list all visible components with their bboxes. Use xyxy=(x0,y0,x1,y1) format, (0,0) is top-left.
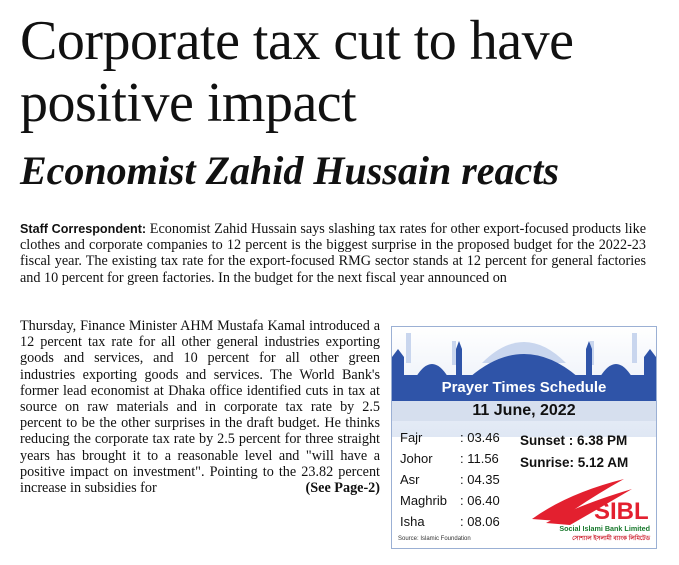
prayer-row xyxy=(400,469,518,490)
prayer-name: Isha xyxy=(400,514,425,529)
article-paragraph-left xyxy=(20,318,380,496)
prayer-row xyxy=(400,427,518,448)
see-page-link[interactable]: (See Page-2) xyxy=(305,480,380,497)
logo-text: SIBL xyxy=(594,498,649,525)
prayer-time: : 08.06 xyxy=(460,514,500,529)
prayer-name: Maghrib xyxy=(400,493,447,508)
prayer-time: : 03.46 xyxy=(460,430,500,445)
sunset-time: Sunset : 6.38 PM xyxy=(520,433,628,448)
article-text-top: Economist Zahid Hussain says slashing tax rates for other export-focused products like clothes and corporate companies to 12 percent is the biggest surprise in the proposed budget for the 2022-23 fiscal year. The existing tax rate for the export-focused RMG sector stands at 12 percent for general factories and 10 percent for green factories. In the budget for the next fiscal year announced on xyxy=(20,221,646,286)
article-paragraph-top xyxy=(20,221,646,286)
bank-name: Social Islami Bank Limited xyxy=(559,524,650,533)
prayer-title: Prayer Times Schedule xyxy=(441,379,607,396)
article-text-left: Thursday, Finance Minister AHM Mustafa Kamal introduced a 12 percent tax rate for all other general industries exporting goods and services, and 10 percent for all other green industries exporting goods and services. The World Bank's former lead economist at Dhaka office identified cuts in tax at source on raw materials and in corporate tax rate by 2.5 percent to be the other surprises in the draft budget. He thinks reducing the corporate tax rate by 2.5 percent for three straight years has brought it to a reasonable level and "will have a positive impact on investment". Pointing to the 23.82 percent increase in subsidies for xyxy=(20,318,380,497)
prayer-times-box xyxy=(391,326,657,549)
prayer-date: 11 June, 2022 xyxy=(392,401,656,421)
prayer-time: : 11.56 xyxy=(460,451,499,466)
prayer-time: : 06.40 xyxy=(460,493,500,508)
prayer-times-list xyxy=(400,427,518,532)
prayer-source: Source: Islamic Foundation xyxy=(398,536,471,542)
prayer-row xyxy=(400,511,518,532)
subheadline: Economist Zahid Hussain reacts xyxy=(20,148,559,193)
sunrise-time: Sunrise: 5.12 AM xyxy=(520,455,629,470)
bank-name-native: সোশ্যাল ইসলামী ব্যাংক লিমিটেড xyxy=(572,536,650,542)
sun-times xyxy=(520,430,650,474)
prayer-name: Fajr xyxy=(400,430,423,445)
prayer-time: : 04.35 xyxy=(460,472,500,487)
prayer-name: Johor xyxy=(400,451,433,466)
byline: Staff Correspondent: xyxy=(20,222,147,236)
prayer-row xyxy=(400,448,518,469)
prayer-row xyxy=(400,490,518,511)
headline: Corporate tax cut to have positive impact xyxy=(20,10,574,134)
prayer-name: Asr xyxy=(400,472,420,487)
